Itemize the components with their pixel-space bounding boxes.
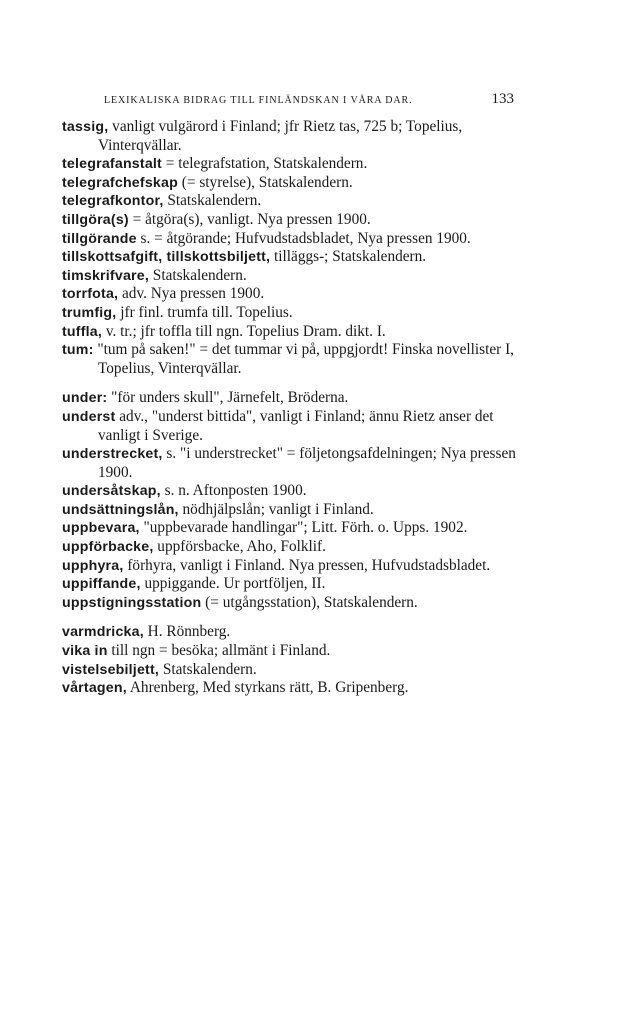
entry-tum (62, 341, 522, 378)
lexicon-entries (62, 118, 522, 698)
entry-text: v. tr.; jfr toffla till ngn. Topelius Dram. dikt. I. (102, 322, 386, 340)
entry-text: "tum på saken!" = det tummar vi på, uppgjordt! Finska novellister I, Topelius, Vinterqvällar. (93, 341, 514, 377)
headword: telegrafkontor, (62, 193, 164, 210)
entry-timskrifvare (62, 267, 522, 286)
entry-tuffla (62, 323, 522, 342)
headword: telegrafchefskap (62, 174, 178, 191)
entry-text: (= utgångsstation), Statskalendern. (201, 593, 418, 611)
headword: uppstigningsstation (62, 594, 202, 611)
page-header (104, 91, 514, 111)
entry-text: "för unders skull", Järnefelt, Bröderna. (107, 389, 349, 407)
entry-varmdricka (62, 623, 522, 642)
entry-upphyra (62, 557, 522, 576)
entry-uppiffande (62, 575, 522, 594)
entry-torrfota (62, 285, 522, 304)
entry-vika-in (62, 642, 522, 661)
entry-text: Statskalendern. (163, 192, 262, 210)
entry-text: förhyra, vanligt i Finland. Nya pressen, Hufvudstadsbladet. (123, 556, 491, 574)
entry-text: till ngn = besöka; allmänt i Finland. (107, 642, 331, 660)
headword: trumfig, (62, 304, 117, 321)
entry-text: Ahrenberg, Med styrkans rätt, B. Gripenberg. (126, 679, 409, 697)
headword: upphyra, (62, 557, 124, 574)
entry-text: adv., "underst bittida", vanligt i Finland; ännu Rietz anser det vanligt i Sverige. (98, 407, 494, 444)
entry-text: adv. Nya pressen 1900. (118, 285, 265, 303)
entry-underst (62, 408, 522, 445)
running-head: LEXIKALISKA BIDRAG TILL FINLÄNDSKAN I VÅRA DAR. (104, 95, 413, 106)
section-gap (62, 612, 522, 623)
headword: uppförbacke, (62, 539, 154, 556)
entry-text: jfr finl. trumfa till. Topelius. (116, 303, 293, 321)
entry-vartagen (62, 679, 522, 698)
entry-text: = åtgöra(s), vanligt. Nya pressen 1900. (128, 210, 371, 228)
entry-uppbevara (62, 519, 522, 538)
entry-telegrafanstalt (62, 155, 522, 174)
entry-text: "uppbevarade handlingar"; Litt. Förh. o. Upps. 1902. (139, 519, 468, 537)
headword: underst (62, 408, 116, 425)
entry-trumfig (62, 304, 522, 323)
headword: timskrifvare, (62, 267, 149, 284)
entry-tillskottsafgift (62, 248, 522, 267)
entry-under (62, 389, 522, 408)
headword: understrecket, (62, 446, 163, 463)
entry-text: vanligt vulgärord i Finland; jfr Rietz tas, 725 b; Topelius, Vinterqvällar. (98, 118, 463, 154)
entry-telegrafchefskap (62, 174, 522, 193)
entry-text: s. = åtgörande; Hufvudstadsbladet, Nya pressen 1900. (136, 229, 471, 247)
entry-uppstigningsstation (62, 594, 522, 613)
entry-text: = telegrafstation, Statskalendern. (161, 155, 368, 173)
entry-text: nödhjälpslån; vanligt i Finland. (178, 500, 374, 518)
headword: torrfota, (62, 286, 119, 303)
headword: tassig, (62, 119, 109, 135)
entry-undersatskap (62, 482, 522, 501)
entry-text: uppiggande. Ur portföljen, II. (140, 575, 326, 593)
headword: tum: (62, 342, 94, 359)
headword: tillskottsafgift, tillskottsbiljett, (62, 249, 271, 266)
headword: varmdricka, (62, 624, 144, 641)
entry-text: tilläggs-; Statskalendern. (270, 248, 427, 266)
entry-undsattningslan (62, 501, 522, 520)
headword: tuffla, (62, 323, 103, 340)
headword: telegrafanstalt (62, 156, 162, 173)
headword: under: (62, 390, 108, 407)
headword: uppiffande, (62, 576, 141, 593)
entry-text: Statskalendern. (148, 266, 247, 284)
headword: vika in (62, 643, 108, 660)
headword: vårtagen, (62, 680, 127, 697)
entry-text: s. n. Aftonposten 1900. (160, 482, 307, 500)
headword: uppbevara, (62, 520, 140, 537)
headword: tillgöra(s) (62, 211, 129, 228)
entry-text: (= styrelse), Statskalendern. (177, 173, 353, 191)
headword: undersåtskap, (62, 483, 161, 500)
entry-telegrafkontor (62, 192, 522, 211)
entry-text: uppförsbacke, Aho, Folklif. (153, 538, 326, 556)
entry-uppforbacke (62, 538, 522, 557)
headword: undsättningslån, (62, 501, 179, 518)
headword: tillgörande (62, 230, 137, 247)
page-number: 133 (491, 91, 514, 107)
headword: vistelsebiljett, (62, 661, 160, 678)
entry-tillgoras (62, 211, 522, 230)
entry-vistelsebiljett (62, 661, 522, 680)
entry-text: s. "i understrecket" = följetongsafdelningen; Nya pressen 1900. (98, 445, 516, 481)
entry-tassig (62, 118, 522, 155)
entry-understrecket (62, 445, 522, 482)
entry-text: Statskalendern. (159, 660, 257, 678)
entry-text: H. Rönnberg. (143, 623, 231, 641)
section-gap (62, 378, 522, 389)
entry-tillgorande (62, 230, 522, 249)
